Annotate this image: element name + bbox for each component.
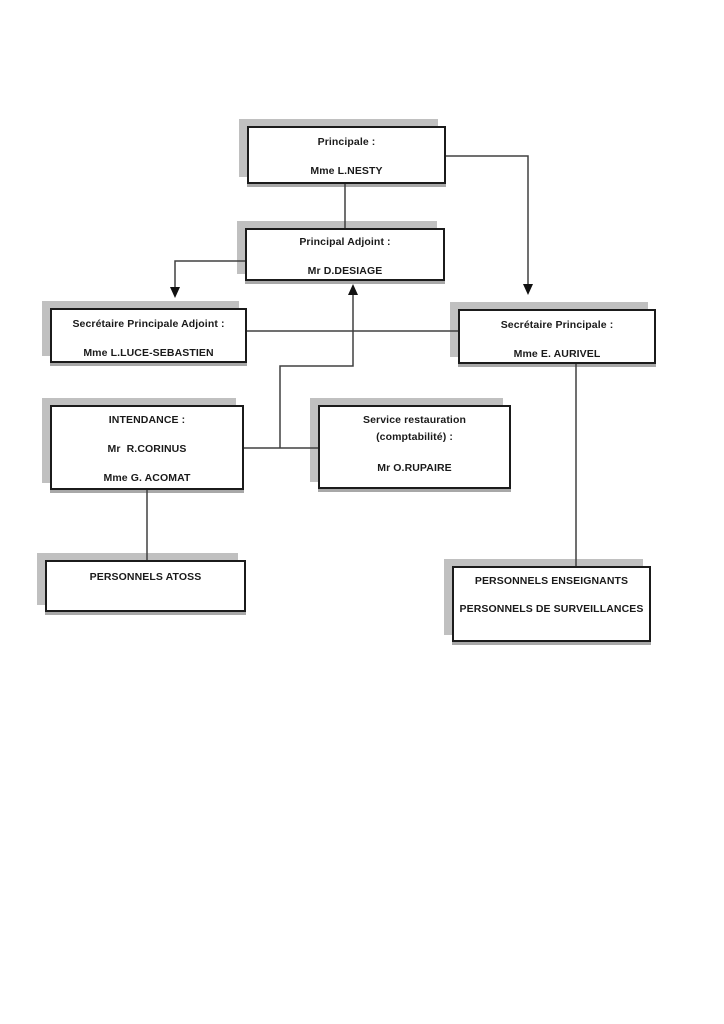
org-box-principal-adjoint xyxy=(245,228,445,281)
org-box-personnels-atoss xyxy=(45,560,246,612)
box-title: Service restauration xyxy=(363,414,466,426)
arrowhead-up-principal-adjoint xyxy=(348,284,358,295)
box-title-wrap: (comptabilité) : xyxy=(376,431,453,443)
box-person: Mr D.DESIAGE xyxy=(307,265,383,277)
box-title: Principale : xyxy=(317,136,376,148)
org-box-personnels-enseignants xyxy=(452,566,651,642)
org-box-secretaire-principale-adjoint xyxy=(50,308,247,363)
box-title: PERSONNELS ATOSS xyxy=(89,571,202,583)
box-person: Mme E. AURIVEL xyxy=(513,348,601,360)
connector-principale-to-secretaire-principale xyxy=(446,156,528,284)
box-title: Secrétaire Principale Adjoint : xyxy=(72,318,225,330)
org-box-secretaire-principale xyxy=(458,309,656,364)
org-box-intendance xyxy=(50,405,244,490)
box-title: PERSONNELS ENSEIGNANTS xyxy=(474,575,629,587)
box-title: PERSONNELS DE SURVEILLANCES xyxy=(459,603,644,615)
connector-adjoint-to-secretaire-adjoint xyxy=(175,261,245,287)
org-box-principale xyxy=(247,126,446,184)
box-person: Mr R.CORINUS xyxy=(107,443,187,455)
arrowhead-down-secretaire-adjoint xyxy=(170,287,180,298)
org-box-service-restauration xyxy=(318,405,511,489)
box-person: Mme L.LUCE-SEBASTIEN xyxy=(83,347,214,359)
box-person: Mme L.NESTY xyxy=(310,165,383,177)
box-person: Mme G. ACOMAT xyxy=(103,472,191,484)
box-title: Secrétaire Principale : xyxy=(500,319,614,331)
box-title: INTENDANCE : xyxy=(108,414,186,426)
arrowhead-down-secretaire-principale xyxy=(523,284,533,295)
box-person: Mr O.RUPAIRE xyxy=(377,462,452,474)
box-title: Principal Adjoint : xyxy=(299,236,391,248)
